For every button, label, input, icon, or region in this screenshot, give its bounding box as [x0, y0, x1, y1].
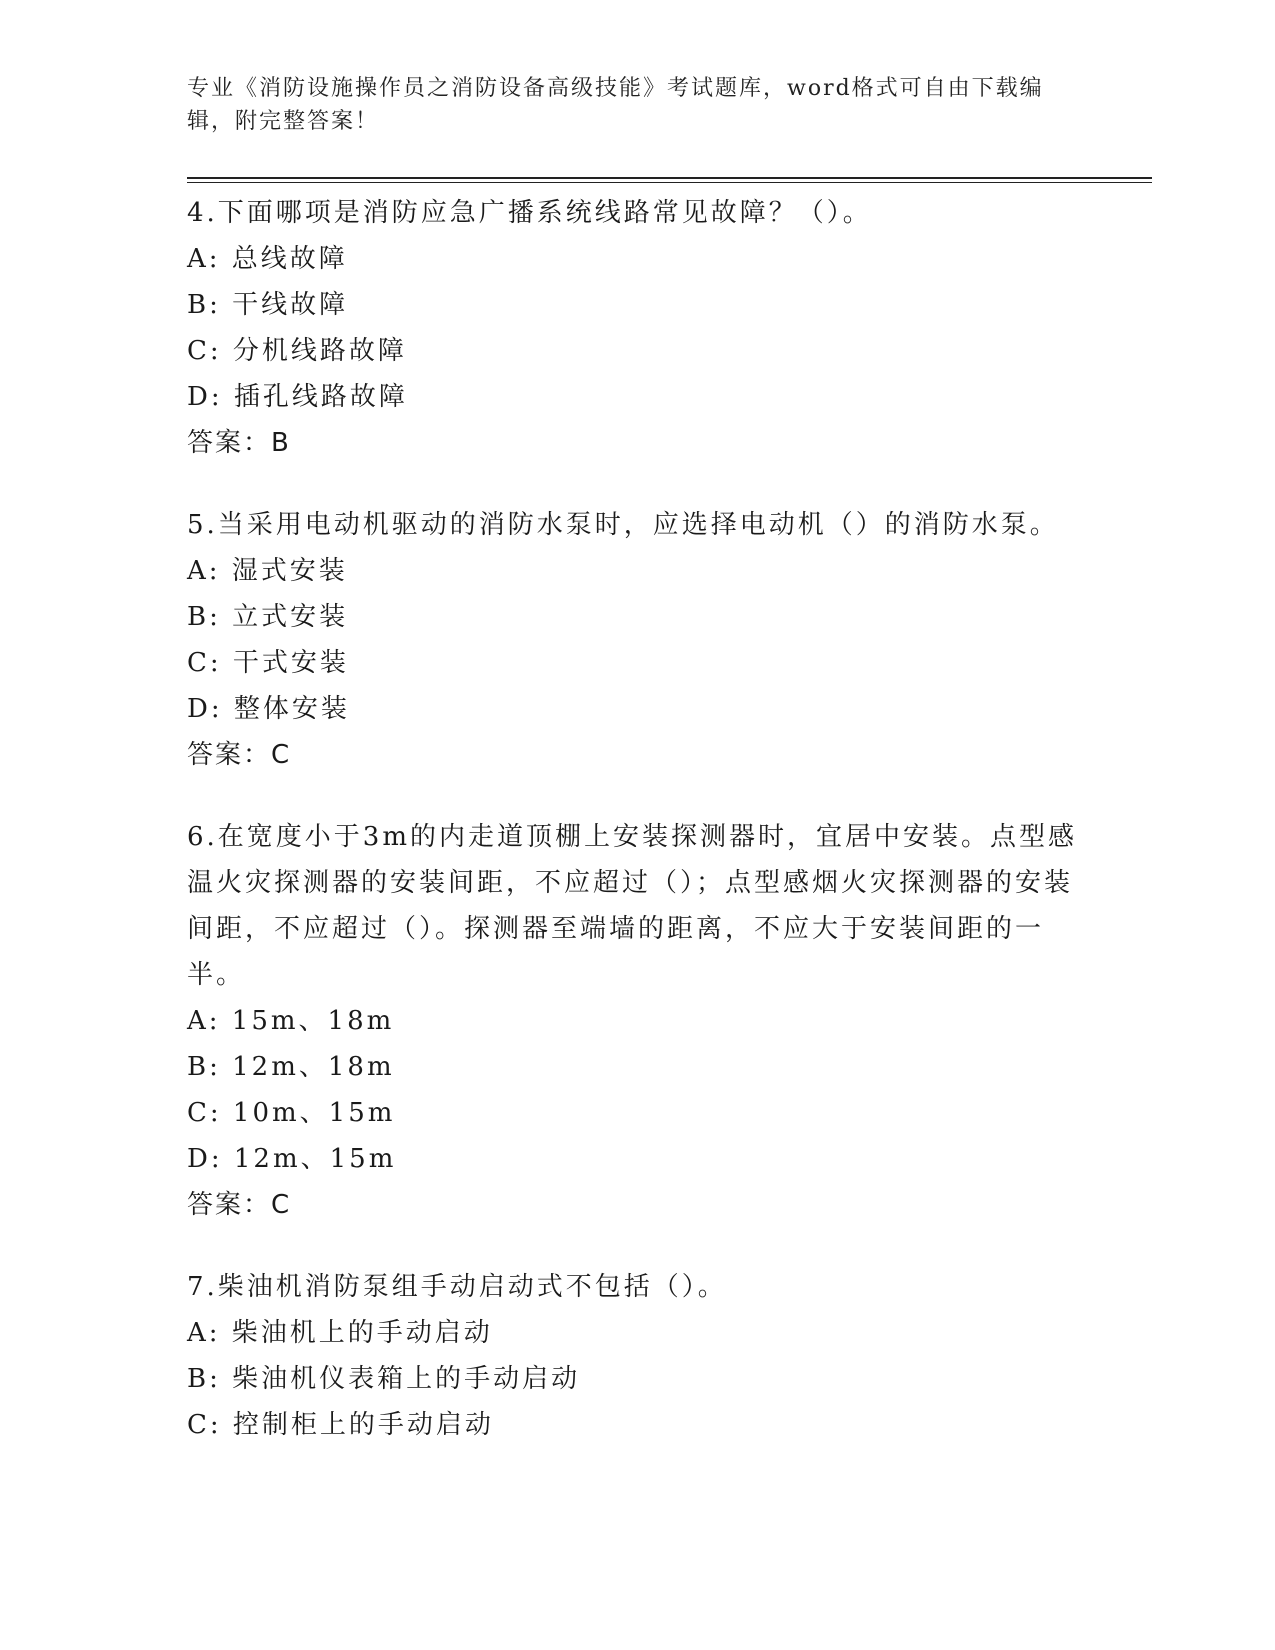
option-d: D: 整体安装: [187, 694, 350, 724]
option-c: C: 10m、15m: [187, 1098, 396, 1128]
option-a: A: 15m、18m: [187, 1006, 395, 1036]
option-a: A: 柴油机上的手动启动: [187, 1318, 493, 1348]
question-5: [187, 502, 1087, 778]
header-divider-top: [187, 177, 1152, 179]
question-4: [187, 190, 1087, 466]
option-b: B: 立式安装: [187, 602, 349, 632]
question-stem: 7.柴油机消防泵组手动启动式不包括（）。: [187, 1272, 727, 1302]
answer: 答案：C: [187, 1190, 292, 1220]
question-7: [187, 1264, 1087, 1448]
question-stem: 5.当采用电动机驱动的消防水泵时，应选择电动机（）的消防水泵。: [187, 510, 1059, 540]
option-d: D: 插孔线路故障: [187, 382, 408, 412]
option-c: C: 干式安装: [187, 648, 349, 678]
option-b: B: 12m、18m: [187, 1052, 395, 1082]
option-b: B: 柴油机仪表箱上的手动启动: [187, 1364, 581, 1394]
header-note: 专业《消防设施操作员之消防设备高级技能》考试题库，word格式可自由下载编辑，附完整答案！: [187, 76, 1044, 134]
answer: 答案：B: [187, 428, 291, 458]
question-stem: 4.下面哪项是消防应急广播系统线路常见故障？（）。: [187, 198, 872, 228]
option-b: B: 干线故障: [187, 290, 349, 320]
option-a: A: 湿式安装: [187, 556, 348, 586]
question-stem: 6.在宽度小于3m的内走道顶棚上安装探测器时，宜居中安装。点型感温火灾探测器的安装间距，不应超过（）；点型感烟火灾探测器的安装间距，不应超过（）。探测器至端墙的距离，不应大于安装间距的一半。: [187, 822, 1078, 990]
header-divider-bottom: [187, 182, 1152, 183]
question-list: [187, 190, 1087, 1484]
option-d: D: 12m、15m: [187, 1144, 397, 1174]
question-6: [187, 814, 1087, 1228]
option-c: C: 分机线路故障: [187, 336, 407, 366]
option-c: C: 控制柜上的手动启动: [187, 1410, 494, 1440]
answer: 答案：C: [187, 740, 292, 770]
option-a: A: 总线故障: [187, 244, 348, 274]
